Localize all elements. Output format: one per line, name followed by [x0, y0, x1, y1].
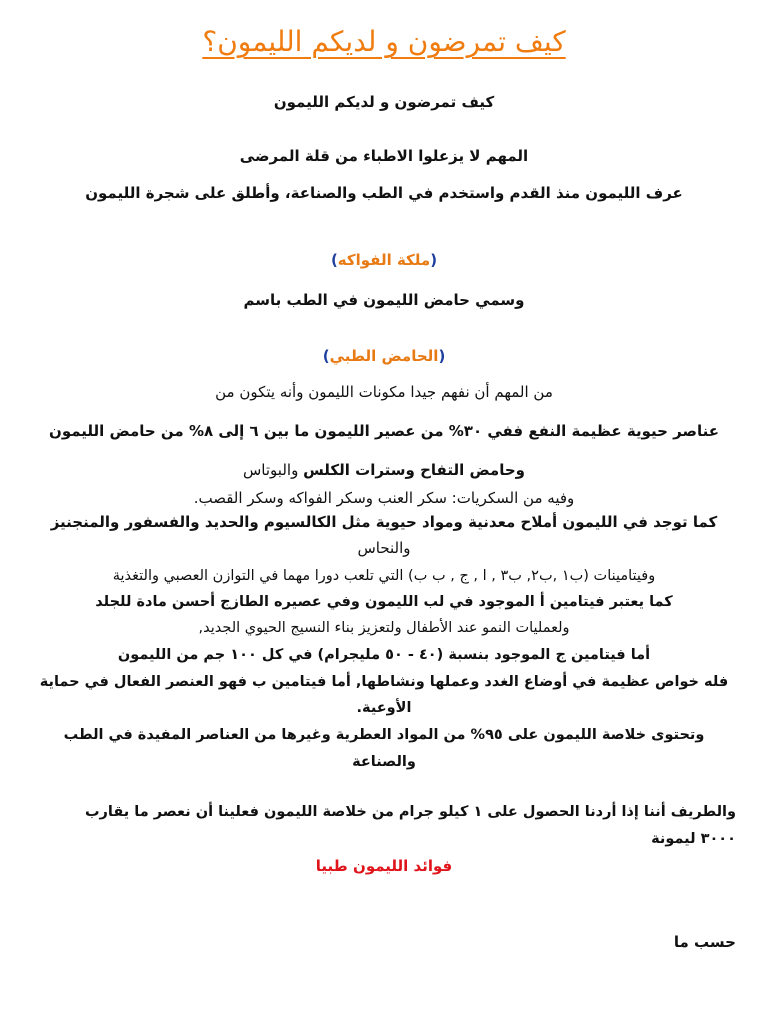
paragraph-line: كما توجد في الليمون أملاح معدنية ومواد حيوية مثل الكالسيوم والحديد والفسفور والمنجنيز	[50, 513, 718, 531]
highlight-text: الحامض الطبي	[329, 347, 439, 365]
paragraph-line: ٣٠٠٠ ليمونة	[651, 831, 736, 847]
subtitle: كيف تمرضون و لديكم الليمون	[273, 93, 495, 111]
queen-of-fruits-label	[24, 250, 744, 270]
paragraph-line: عناصر حيوية عظيمة النفع ففي ٣٠% من عصير الليمون ما بين ٦ إلى ٨% من حامض الليمون	[49, 422, 719, 440]
highlight-text: ملكة الفواكه	[337, 251, 431, 269]
document-title: كيف تمرضون و لديكم الليمون؟	[202, 25, 566, 58]
paragraph-line: وفيه من السكريات: سكر العنب وسكر الفواكه وسكر القصب.	[193, 489, 575, 507]
acids-bold-text: وحامض التفاح وسترات الكلس	[303, 461, 525, 479]
paragraph-line: وسمي حامض الليمون في الطب باسم	[243, 291, 525, 309]
close-paren: )	[322, 347, 330, 365]
paragraph-line: عرف الليمون منذ القدم واستخدم في الطب والصناعة، وأطلق على شجرة الليمون	[85, 184, 683, 202]
paragraph-line: فله خواص عظيمة في أوضاع الغدد وعملها ونشاطها, أما فيتامين ب فهو العنصر الفعال في حماية	[39, 674, 729, 690]
close-paren: )	[330, 251, 338, 269]
acids-rest-text: والبوتاس	[243, 461, 304, 479]
paragraph-line: وتحتوى خلاصة الليمون على ٩٥% من المواد العطرية وغيرها من العناصر المفيدة في الطب	[63, 727, 705, 743]
signature: حسب ما	[673, 933, 736, 951]
medical-acid-label	[24, 346, 744, 366]
open-paren: (	[430, 251, 438, 269]
paragraph-line: أما فيتامين ج الموجود بنسبة (٤٠ - ٥٠ مليجرام) في كل ١٠٠ جم من الليمون	[117, 647, 651, 663]
paragraph-line: وفيتامينات (ب١ ,ب٢, ب٣ , ا , ج , ب ب) التي تلعب دورا مهما في التوازن العصبي والتغذية	[112, 568, 656, 584]
paragraph-line: الأوعية.	[356, 700, 412, 716]
paragraph-line: كما يعتبر فيتامين أ الموجود في لب الليمون وفي عصيره الطازج أحسن مادة للجلد	[95, 594, 673, 610]
acids-line	[24, 460, 744, 480]
paragraph-line: والنحاس	[357, 539, 411, 557]
paragraph-line: والصناعة	[352, 754, 416, 770]
paragraph-line: من المهم أن نفهم جيدا مكونات الليمون وأنه يتكون من	[215, 383, 553, 401]
paragraph-line: ولعمليات النمو عند الأطفال ولتعزيز بناء النسيج الحيوي الجديد,	[198, 620, 570, 636]
paragraph-line: المهم لا يزعلوا الاطباء من قلة المرضى	[239, 147, 529, 165]
benefits-link[interactable]: فوائد الليمون طبيا	[315, 857, 453, 875]
paragraph-line: والطريف أننا إذا أردنا الحصول على ١ كيلو جرام من خلاصة الليمون فعلينا أن نعصر ما يقارب	[84, 804, 736, 820]
open-paren: (	[438, 347, 446, 365]
